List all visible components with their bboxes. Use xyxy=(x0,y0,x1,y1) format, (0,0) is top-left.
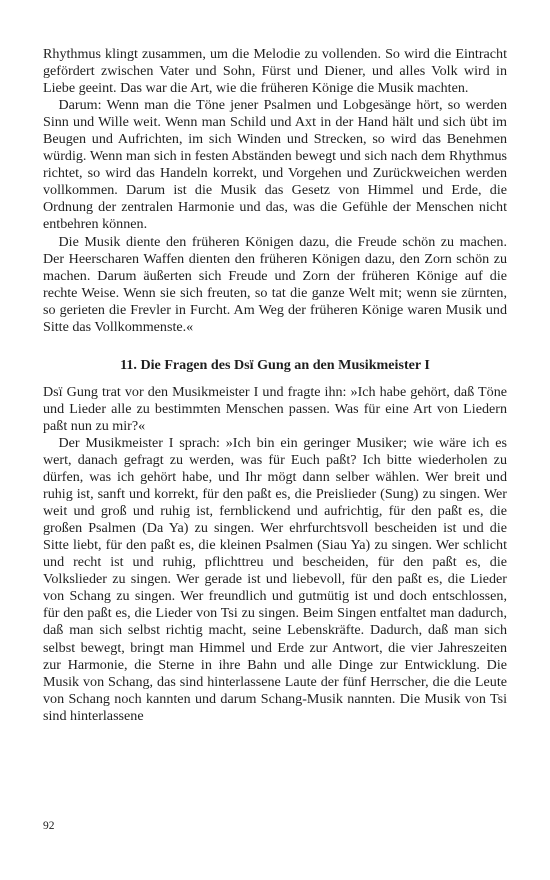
paragraph-musikmeister-answer: Der Musikmeister I sprach: »Ich bin ein geringer Musiker; wie wäre ich es wert, danach gefragt zu werden, was für Euch paßt? Ich bitte wiederholen zu dürfen, was ich gehört habe, und Ihr mögt dann selber wählen. Wer breit und ruhig ist, sanft und korrekt, für den paßt es, die Preislieder (Sung) zu singen. Wer weit und groß und ruhig ist, fernblickend und aufrichtig, für den paßt es, die großen Psalmen (Da Ya) zu singen. Wer ehrfurchtsvoll bescheiden ist und die Sitte liebt, für den paßt es, die kleinen Psalmen (Siau Ya) zu singen. Wer schlicht und recht ist und ruhig, pflichttreu und bescheiden, für den paßt es, die Volkslieder zu singen. Wer gerade ist und liebevoll, für den paßt es, die Lieder von Schang zu singen. Wer freundlich und gutmütig ist und doch entschlossen, für den paßt es, die Lieder von Tsi zu singen. Beim Singen entfaltet man dadurch, daß man sich selbst richtig macht, seine Lebenskräfte. Dadurch, daß man sich selbst bewegt, bringt man Himmel und Erde zur Antwort, die vier Jahreszeiten zur Harmonie, die Sterne in ihre Bahn und alle Dinge zur Entwicklung. Die Musik von Schang, das sind hinterlassene Laute der fünf Herrscher, die die Leute von Schang noch kannten und darum Schang-Musik nannten. Die Musik von Tsi sind hinterlassene xyxy=(43,434,507,724)
paragraph-dsi-gung-question: Dsï Gung trat vor den Musikmeister I und fragte ihn: »Ich habe gehört, daß Töne und Lieder alle zu bestimmten Menschen passen. Was für eine Art von Liedern paßt nun zu mir?« xyxy=(43,383,507,434)
paragraph-music-effects: Darum: Wenn man die Töne jener Psalmen und Lobgesänge hört, so werden Sinn und Wille weit. Wenn man Schild und Axt in der Hand hält und sich übt im Beugen und Aufrichten, im sich Winden und Strecken, so wird das Benehmen würdig. Wenn man sich in festen Abständen bewegt und sich nach dem Rhythmus richtet, so wird das Handeln korrekt, und Vorgehen und Zurückweichen werden vollkommen. Darum ist die Musik das Gesetz von Himmel und Erde, die Ordnung der zentralen Harmonie und das, was die Gefühle der Menschen nicht entbehren können. xyxy=(43,97,507,233)
page-text-block xyxy=(43,46,507,725)
paragraph-continuation: Rhythmus klingt zusammen, um die Melodie zu vollenden. So wird die Eintracht gefördert zwischen Vater und Sohn, Fürst und Diener, und alles Volk wird in Liebe geeint. Das war die Art, wie die früheren Könige die Musik machten. xyxy=(43,46,507,97)
paragraph-joy-and-anger: Die Musik diente den früheren Königen dazu, die Freude schön zu machen. Der Heerscharen Waffen dienten den früheren Königen dazu, den Zorn schön zu machen. Darum äußerten sich Freude und Zorn der früheren Könige auf die rechte Weise. Wenn sie sich freuten, so tat die ganze Welt mit; wenn sie zürnten, so gerieten die Frevler in Furcht. Am Weg der früheren Könige waren Musik und Sitte das Vollkommenste.« xyxy=(43,233,507,335)
section-heading: 11. Die Fragen des Dsï Gung an den Musikmeister I xyxy=(120,356,430,373)
page-number: 92 xyxy=(43,820,55,832)
